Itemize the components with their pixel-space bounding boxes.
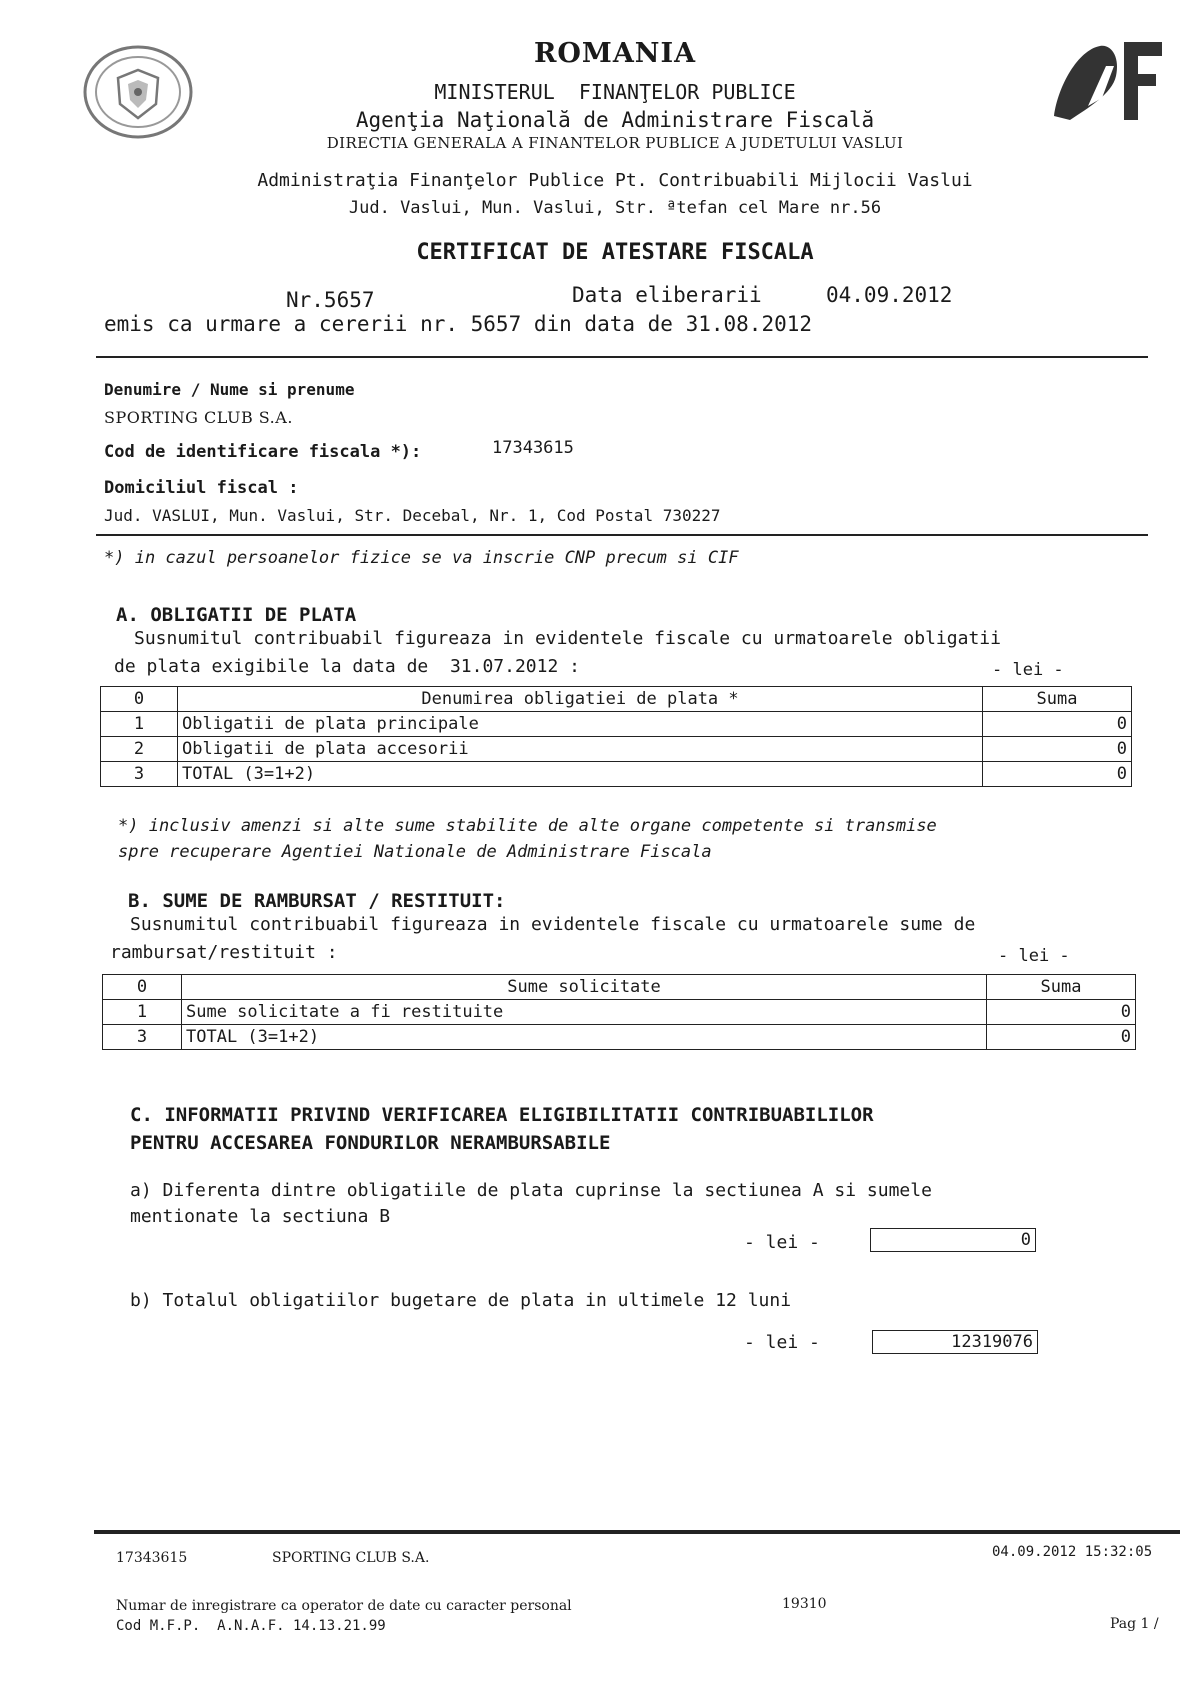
- col-name: Denumirea obligatiei de plata *: [178, 687, 983, 712]
- row-no: 2: [101, 737, 178, 762]
- header-office: Administraţia Finanţelor Publice Pt. Contribuabili Mijlocii Vaslui: [257, 170, 973, 191]
- taxpayer-name: SPORTING CLUB S.A.: [104, 408, 293, 427]
- divider: [96, 356, 1148, 358]
- section-b-heading: B. SUME DE RAMBURSAT / RESTITUIT:: [128, 890, 506, 912]
- row-name: Obligatii de plata principale: [178, 712, 983, 737]
- section-b-intro-2: rambursat/restituit :: [110, 942, 338, 963]
- footer-operator-no: 19310: [782, 1596, 827, 1612]
- footer-timestamp: 04.09.2012 15:32:05: [992, 1544, 1153, 1560]
- row-no: 1: [101, 712, 178, 737]
- row-sum: 0: [983, 737, 1132, 762]
- name-label: Denumire / Nume si prenume: [104, 380, 355, 399]
- footer-page: Pag 1 /: [1110, 1616, 1159, 1632]
- table-row: [103, 1025, 1136, 1050]
- row-sum: 0: [983, 712, 1132, 737]
- request-line: emis ca urmare a cererii nr. 5657 din data de 31.08.2012: [104, 312, 813, 336]
- address-label: Domiciliul fiscal :: [104, 478, 299, 498]
- section-c-a-unit: - lei -: [744, 1232, 820, 1253]
- row-sum: 0: [983, 762, 1132, 787]
- cnp-note: *) in cazul persoanelor fizice se va inscrie CNP precum si CIF: [104, 548, 739, 568]
- row-name: Obligatii de plata accesorii: [178, 737, 983, 762]
- row-no: 3: [103, 1025, 182, 1050]
- header-agency: Agenţia Naţională de Administrare Fiscală: [355, 108, 875, 132]
- table-header-row: [103, 975, 1136, 1000]
- section-b-intro-1: Susnumitul contribuabil figureaza in evidentele fiscale cu urmatoarele sume de: [130, 914, 976, 935]
- table-row: [103, 1000, 1136, 1025]
- row-name: Sume solicitate a fi restituite: [182, 1000, 987, 1025]
- row-no: 1: [103, 1000, 182, 1025]
- header-ministry: MINISTERUL FINANŢELOR PUBLICE: [434, 80, 796, 104]
- section-c-a-text-2: mentionate la sectiuna B: [130, 1206, 391, 1227]
- footer-rule: [94, 1530, 1180, 1534]
- section-a-heading: A. OBLIGATII DE PLATA: [116, 604, 357, 626]
- table-row: [101, 762, 1132, 787]
- issue-date-label: Data eliberarii: [572, 283, 762, 307]
- cif-label: Cod de identificare fiscala *):: [104, 442, 422, 462]
- section-c-a-text-1: a) Diferenta dintre obligatiile de plata cuprinse la sectiunea A si sumele: [130, 1180, 932, 1201]
- footer-name: SPORTING CLUB S.A.: [272, 1550, 430, 1566]
- issue-date: 04.09.2012: [826, 283, 953, 307]
- difference-value-box: 0: [870, 1228, 1036, 1252]
- table-header-row: [101, 687, 1132, 712]
- col-sum: Suma: [987, 975, 1136, 1000]
- footer-operator-label: Numar de inregistrare ca operator de date cu caracter personal: [116, 1598, 572, 1614]
- section-a-note-2: spre recuperare Agentiei Nationale de Administrare Fiscala: [118, 842, 712, 862]
- header-country: ROMANIA: [533, 38, 697, 69]
- footer-cif: 17343615: [116, 1550, 188, 1566]
- section-a-unit: - lei -: [992, 660, 1064, 680]
- section-c-heading-1: C. INFORMATII PRIVIND VERIFICAREA ELIGIBILITATII CONTRIBUABILILOR: [130, 1104, 874, 1126]
- document-title: CERTIFICAT DE ATESTARE FISCALA: [416, 240, 814, 265]
- total-obligations-value-box: 12319076: [872, 1330, 1038, 1354]
- certificate-number: Nr.5657: [286, 288, 375, 312]
- row-sum: 0: [987, 1025, 1136, 1050]
- section-c-b-unit: - lei -: [744, 1332, 820, 1353]
- footer-code: Cod M.F.P. A.N.A.F. 14.13.21.99: [116, 1618, 386, 1634]
- divider: [96, 534, 1148, 536]
- section-a-intro-1: Susnumitul contribuabil figureaza in evidentele fiscale cu urmatoarele obligatii: [134, 628, 1001, 649]
- refunds-table: [102, 974, 1136, 1050]
- table-row: [101, 737, 1132, 762]
- table-row: [101, 712, 1132, 737]
- row-name: TOTAL (3=1+2): [182, 1025, 987, 1050]
- taxpayer-address: Jud. VASLUI, Mun. Vaslui, Str. Decebal, Nr. 1, Cod Postal 730227: [104, 506, 721, 525]
- col-sum: Suma: [983, 687, 1132, 712]
- col-no: 0: [101, 687, 178, 712]
- row-no: 3: [101, 762, 178, 787]
- col-no: 0: [103, 975, 182, 1000]
- section-b-unit: - lei -: [998, 946, 1070, 966]
- section-c-heading-2: PENTRU ACCESAREA FONDURILOR NERAMBURSABILE: [130, 1132, 611, 1154]
- row-name: TOTAL (3=1+2): [178, 762, 983, 787]
- col-name: Sume solicitate: [182, 975, 987, 1000]
- obligations-table: [100, 686, 1132, 787]
- row-sum: 0: [987, 1000, 1136, 1025]
- cif-value: 17343615: [492, 438, 574, 458]
- section-c-b-text: b) Totalul obligatiilor bugetare de plata in ultimele 12 luni: [130, 1290, 792, 1311]
- header-directorate: DIRECTIA GENERALA A FINANTELOR PUBLICE A JUDETULUI VASLUI: [326, 134, 904, 152]
- section-a-note-1: *) inclusiv amenzi si alte sume stabilite de alte organe competente si transmise: [118, 816, 937, 836]
- section-a-intro-2: de plata exigibile la data de 31.07.2012 :: [114, 656, 580, 677]
- header-office-address: Jud. Vaslui, Mun. Vaslui, Str. ªtefan cel Mare nr.56: [348, 198, 882, 218]
